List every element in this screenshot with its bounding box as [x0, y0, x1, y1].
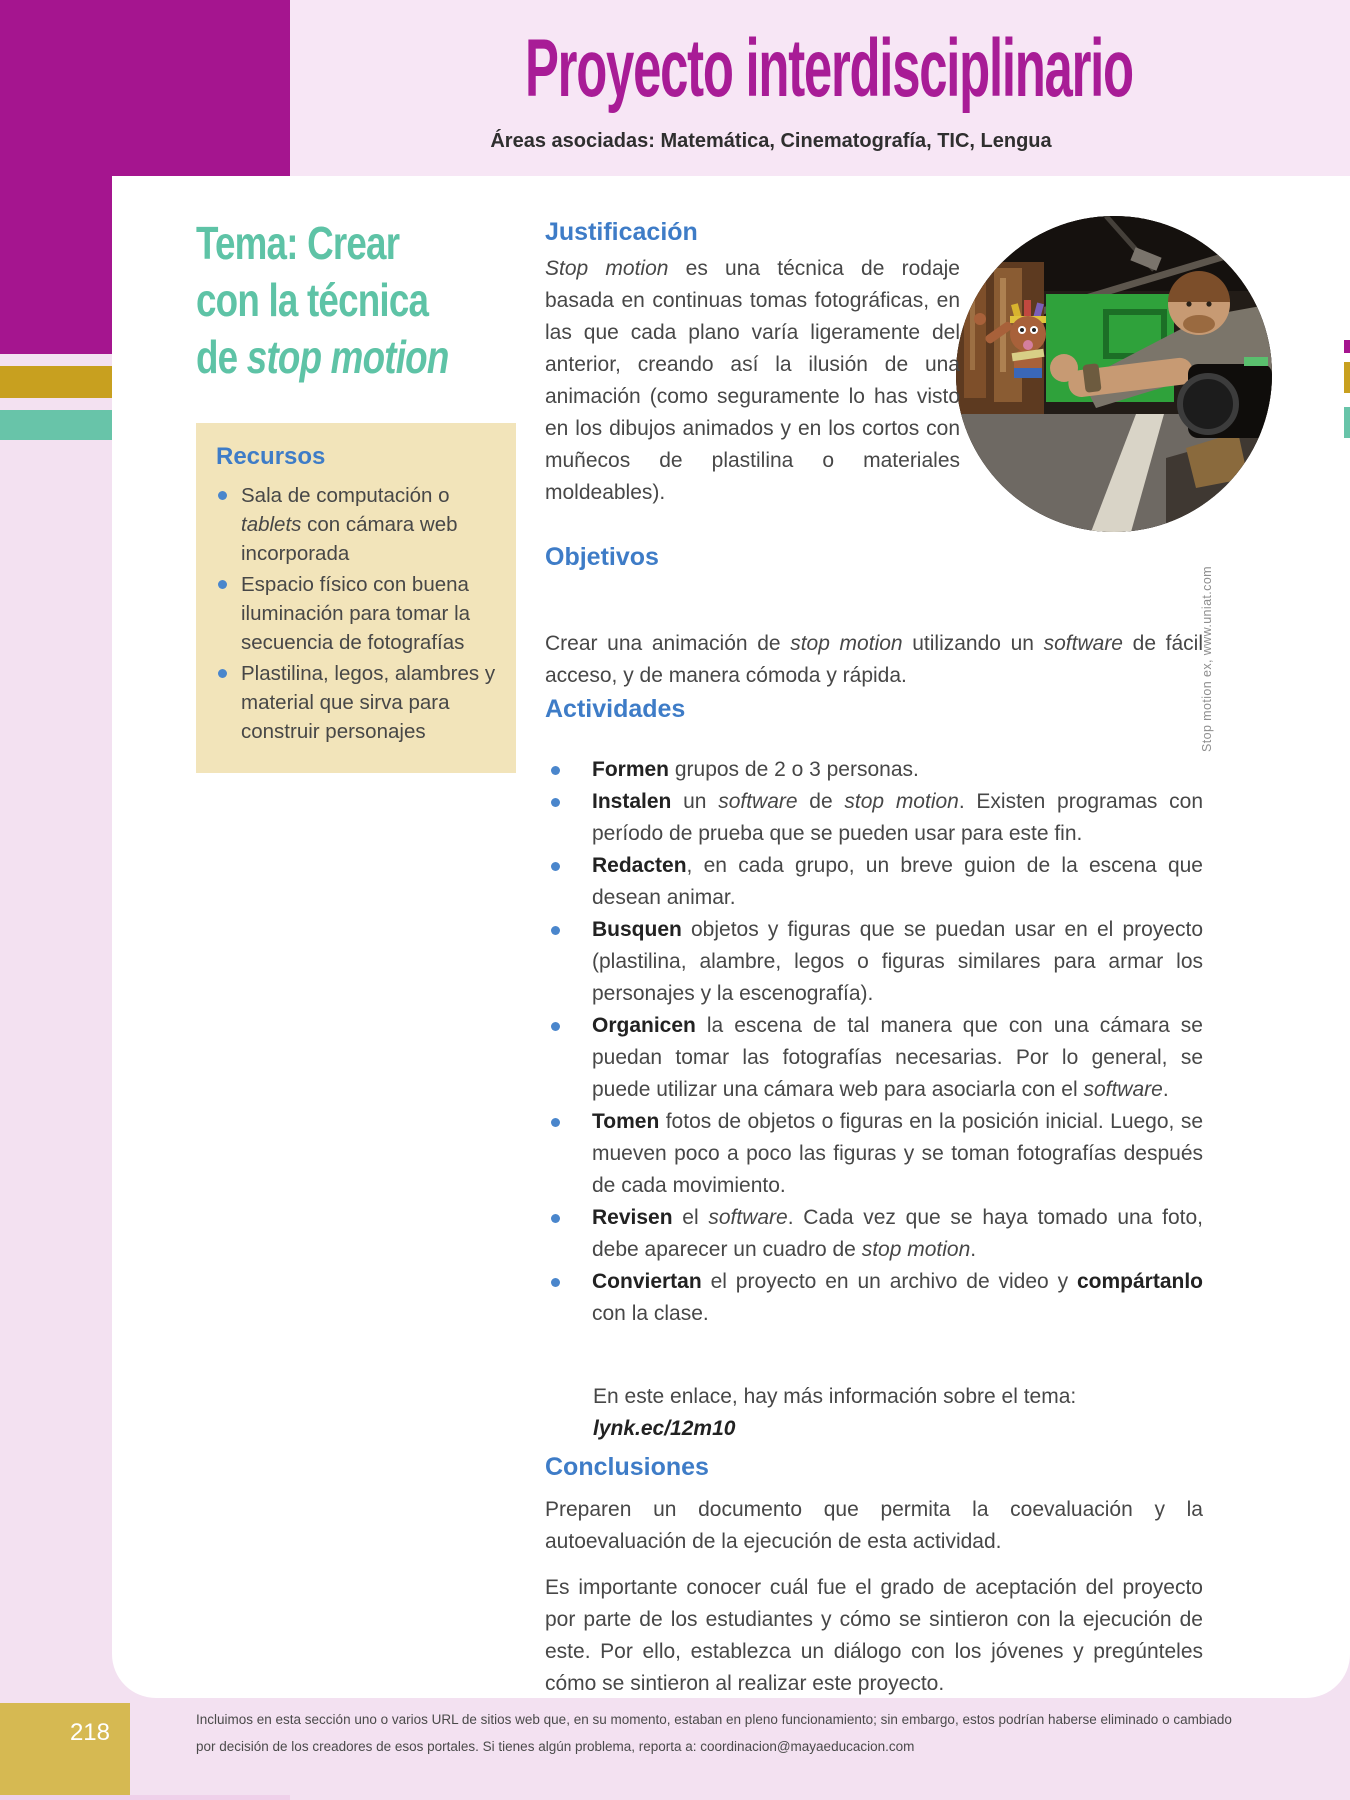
header-banner [290, 0, 1350, 176]
resources-list [216, 481, 500, 746]
activity-item [545, 1266, 1203, 1330]
page-subtitle: Áreas asociadas: Matemática, Cinematografía, TIC, Lengua [490, 130, 1052, 152]
activity-item [545, 754, 1203, 786]
activity-item [545, 1010, 1203, 1106]
activity-item-text: Conviertan el proyecto en un archivo de video y compártanlo con la clase. [592, 1270, 1203, 1325]
activity-item [545, 850, 1203, 914]
more-info-link-line: En este enlace, hay más información sobre el tema: lynk.ec/12m10 [593, 1385, 1077, 1440]
activity-item-text: Redacten, en cada grupo, un breve guion de la escena que desean animar. [592, 854, 1203, 909]
topic-line-3 [196, 329, 532, 386]
footer-note [196, 1706, 1341, 1760]
conclusiones-paragraphs [545, 1494, 1203, 1700]
bullet-dot [551, 766, 560, 775]
teal-accent-bar [0, 410, 112, 440]
bullet-dot [551, 1278, 560, 1287]
page-number: 218 [69, 1719, 110, 1746]
resource-item [216, 481, 500, 568]
topic-line-1: Tema: Crear [196, 217, 400, 269]
activity-item [545, 914, 1203, 1010]
activities-list [545, 754, 1203, 1330]
activity-item-text: Formen grupos de 2 o 3 personas. [592, 758, 919, 781]
page-number-block [0, 1703, 130, 1796]
activity-item-text: Instalen un software de stop motion. Existen programas con período de prueba que se pueden usar para este fin. [592, 790, 1203, 845]
objetivos-body: Crear una animación de stop motion utilizando un software de fácil acceso, y de manera cómoda y rápida. [545, 632, 1203, 687]
section-objetivos [545, 543, 1203, 692]
section-conclusiones [545, 1453, 1203, 1700]
bullet-dot [551, 1214, 560, 1223]
right-edge-teal-tab [1344, 407, 1350, 438]
conclusiones-paragraph: Preparen un documento que permita la coevaluación y la autoevaluación de la ejecución de esta actividad. [545, 1498, 1203, 1553]
resource-item-text: Espacio físico con buena iluminación para tomar la secuencia de fotografías [241, 573, 471, 654]
justificacion-title: Justificación [545, 218, 698, 246]
bullet-dot [551, 862, 560, 871]
activity-item-text: Revisen el software. Cada vez que se haya tomado una foto, debe aparecer un cuadro de stop motion. [592, 1206, 1204, 1261]
resource-item [216, 570, 500, 657]
magenta-side-block [0, 176, 112, 354]
objetivos-title: Objetivos [545, 543, 659, 571]
conclusiones-paragraph: Es importante conocer cuál fue el grado de aceptación del proyecto por parte de los estudiantes y cómo se sintieron con la ejecución de este. Por ello, establezca un diálogo con los jóvenes y pregúnteles cómo se sintieron al realizar este proyecto. [545, 1576, 1203, 1695]
main-column [545, 176, 1203, 1698]
page-title: Proyecto interdisciplinario [525, 23, 1133, 114]
conclusiones-title: Conclusiones [545, 1453, 709, 1481]
section-justificacion [545, 218, 1203, 509]
activity-item [545, 1202, 1203, 1266]
resources-box [196, 423, 516, 773]
bullet-dot [218, 491, 227, 500]
activity-item [545, 1106, 1203, 1202]
photo-credit: Stop motion ex, www.uniat.com [1200, 566, 1214, 752]
resource-item [216, 659, 500, 746]
topic-line-3-italic: stop motion [246, 331, 449, 383]
right-edge-magenta-tab [1344, 340, 1350, 353]
topic-line-3-prefix: de [196, 331, 247, 383]
gold-accent-bar [0, 366, 112, 398]
bullet-dot [218, 580, 227, 589]
footer-note-line-2: por decisión de los creadores de esos portales. Si tienes algún problema, reporta a: coordinacion@mayaeducacion.com [196, 1739, 915, 1754]
bullet-dot [218, 669, 227, 678]
bullet-dot [551, 1118, 560, 1127]
activity-item-text: Busquen objetos y figuras que se puedan usar en el proyecto (plastilina, alambre, legos o figuras similares para armar los personajes y la escenografía). [592, 918, 1203, 1005]
right-edge-gold-tab [1344, 362, 1350, 393]
bullet-dot [551, 798, 560, 807]
justificacion-body: Stop motion es una técnica de rodaje basada en continuas tomas fotográficas, en las que cada plano varía ligeramente del anterior, creando así la ilusión de una animación (como seguramente lo has visto en los dibujos animados y en los cortos con muñecos de plastilina o materiales moldeables). [545, 257, 960, 504]
actividades-title: Actividades [545, 695, 686, 723]
topic-line-2: con la técnica [196, 274, 429, 326]
section-actividades [545, 695, 1203, 1330]
resources-title: Recursos [216, 443, 326, 470]
activity-item [545, 786, 1203, 850]
footer-note-line-1: Incluimos en esta sección uno o varios URL de sitios web que, en su momento, estaban en pleno funcionamiento; sin embargo, estos podrían haberse eliminado o cambiado [196, 1712, 1232, 1727]
topic-heading [196, 215, 532, 386]
bullet-dot [551, 1022, 560, 1031]
resource-item-text: Plastilina, legos, alambres y material que sirva para construir personajes [241, 662, 496, 743]
bullet-dot [551, 926, 560, 935]
activity-item-text: Organicen la escena de tal manera que con una cámara se puedan tomar las fotografías necesarias. Por lo general, se puede utilizar una cámara web para asociarla con el software. [592, 1014, 1203, 1101]
bottom-pink-bar [0, 1795, 290, 1800]
magenta-corner-block [0, 0, 290, 176]
activity-item-text: Tomen fotos de objetos o figuras en la posición inicial. Luego, se mueven poco a poco las figuras y se toman fotografías después de cada movimiento. [592, 1110, 1203, 1197]
resource-item-text: Sala de computación o tablets con cámara web incorporada [241, 484, 458, 565]
